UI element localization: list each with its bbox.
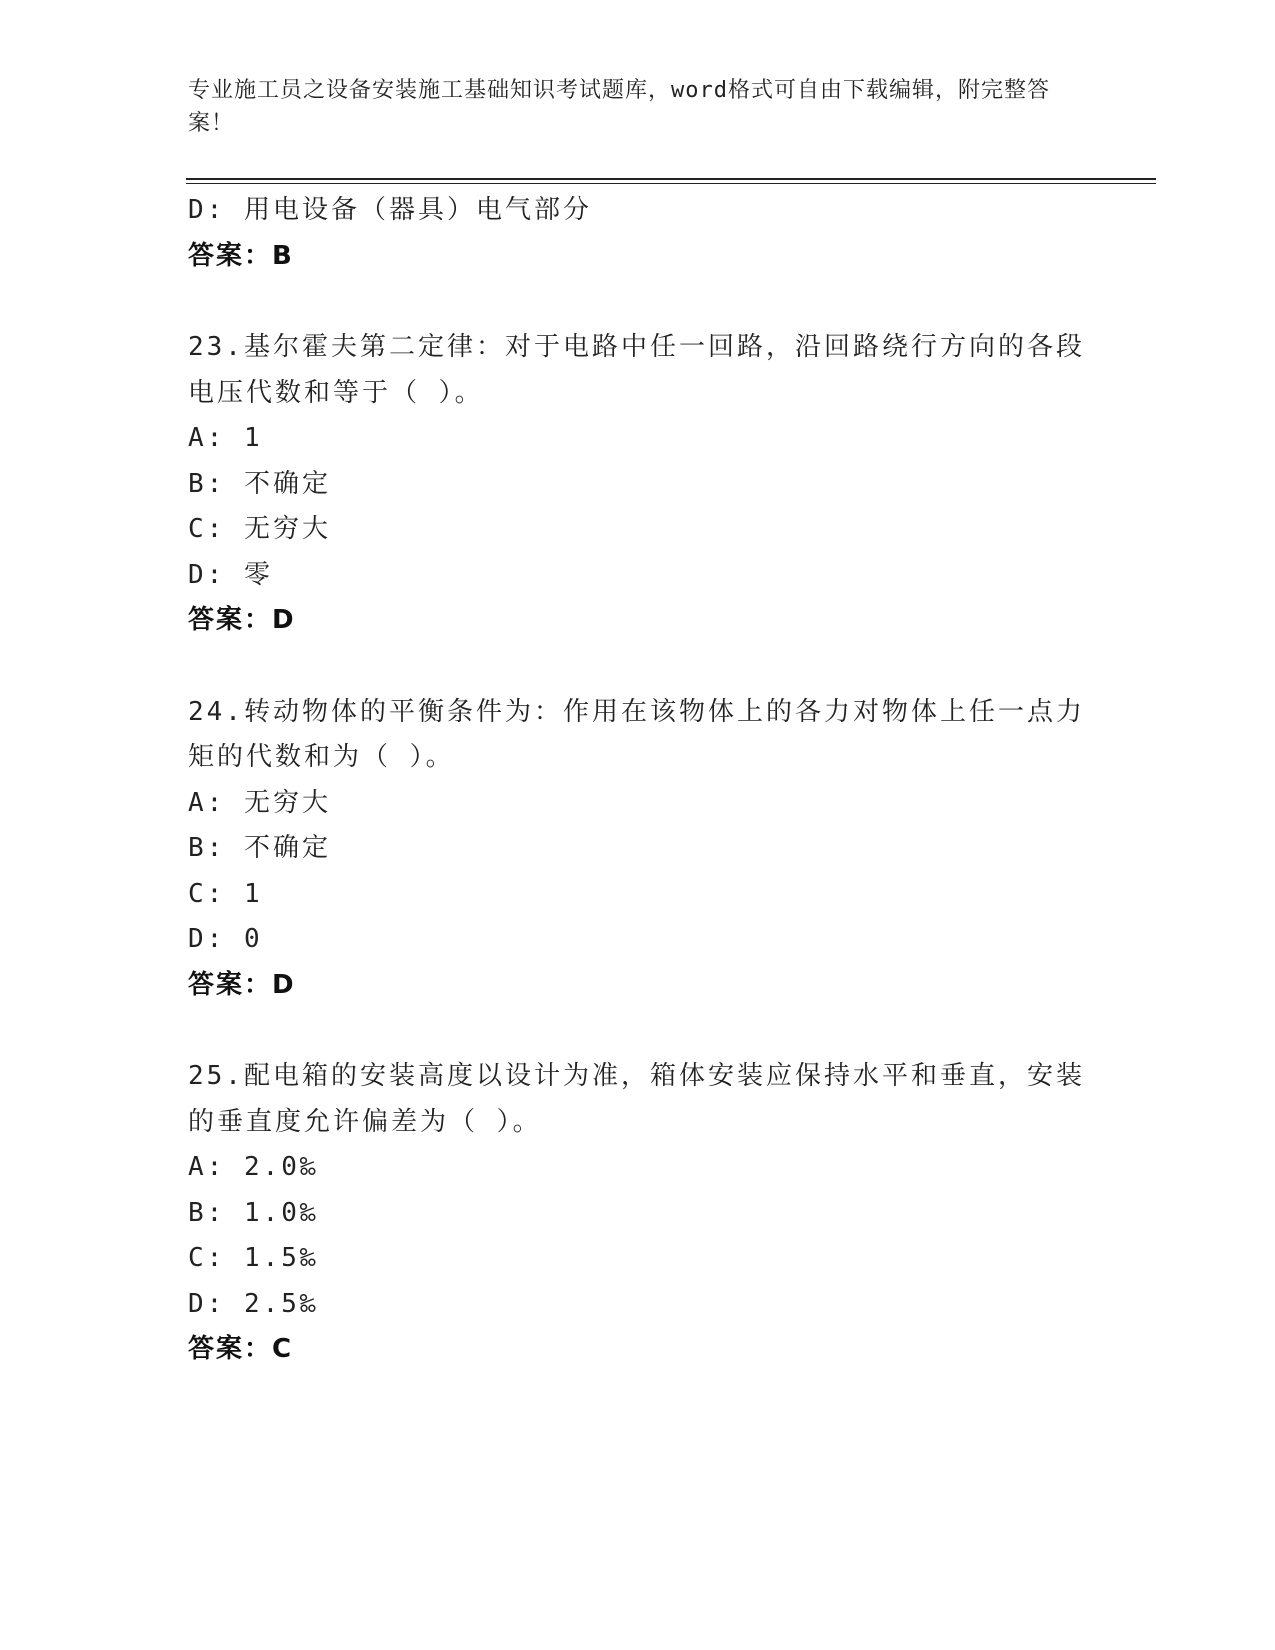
option-a: A: 无穷大: [188, 787, 331, 818]
answer-line: 答案：D: [188, 605, 296, 635]
question-block-24: [188, 690, 1088, 1009]
answer-line: 答案：B: [188, 240, 294, 271]
option-d: D: 用电设备（器具）电气部分: [188, 195, 592, 225]
option-a: A: 2.0‰: [188, 1152, 319, 1182]
header-divider-thin: [186, 183, 1156, 184]
option-a: A: 1: [188, 423, 263, 453]
option-c: C: 无穷大: [188, 514, 331, 544]
option-b: B: 1.0‰: [188, 1197, 319, 1228]
option-c: C: 1: [188, 878, 263, 909]
option-d: D: 2.5‰: [188, 1288, 319, 1319]
option-b: B: 不确定: [188, 833, 331, 863]
header-divider-thick: [186, 178, 1156, 180]
question-text: 25.配电箱的安装高度以设计为准，箱体安装应保持水平和垂直，安装的垂直度允许偏差为（ ）。: [188, 1061, 1085, 1137]
option-b: B: 不确定: [188, 468, 331, 499]
question-text: 23.基尔霍夫第二定律：对于电路中任一回路，沿回路绕行方向的各段电压代数和等于（ ）。: [188, 332, 1085, 408]
option-d: D: 0: [188, 924, 263, 954]
option-c: C: 1.5‰: [188, 1243, 319, 1273]
question-block-25: [188, 1054, 1088, 1373]
answer-line: 答案：C: [188, 1334, 294, 1364]
question-text: 24.转动物体的平衡条件为：作用在该物体上的各力对物体上任一点力矩的代数和为（ ）。: [188, 696, 1085, 772]
question-block-23: [188, 325, 1088, 644]
question-content: [188, 188, 1088, 1373]
answer-line: 答案：D: [188, 969, 296, 1000]
option-d: D: 零: [188, 559, 273, 590]
document-header: 专业施工员之设备安装施工基础知识考试题库，word格式可自由下载编辑，附完整答案！: [188, 78, 1050, 136]
